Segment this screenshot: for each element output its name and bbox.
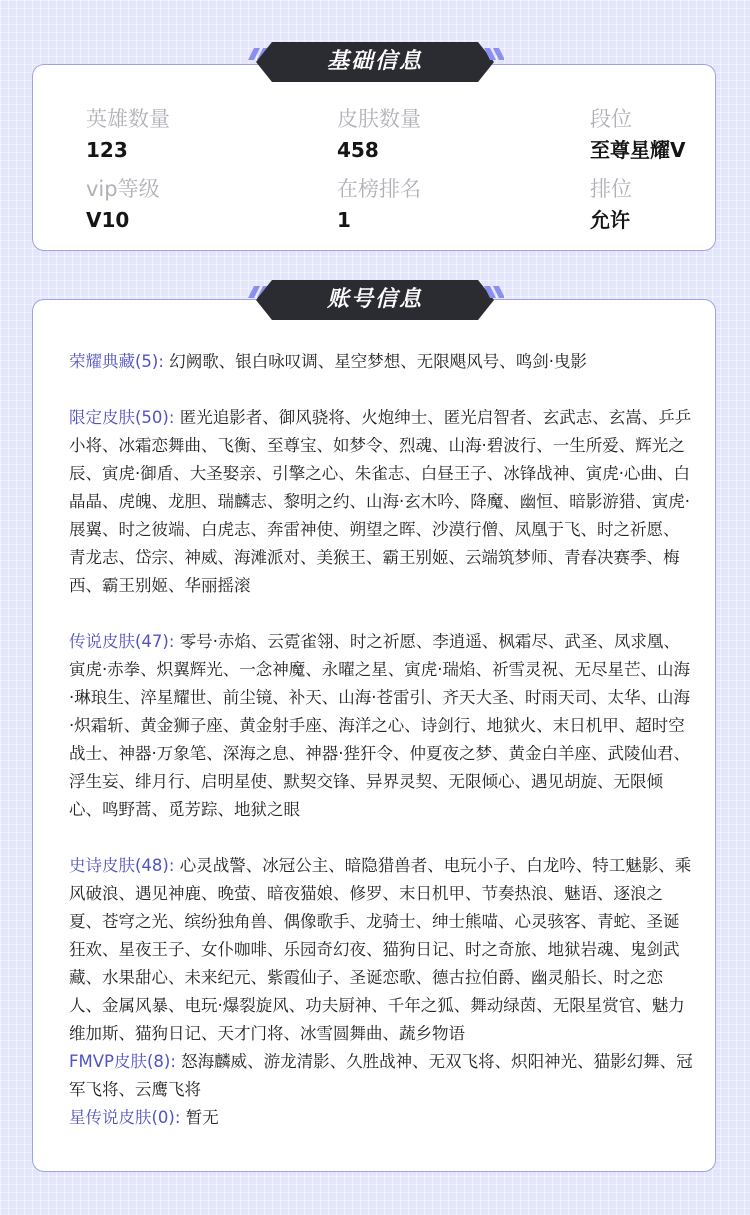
category-label: 限定皮肤(50): [69,408,175,427]
basic-info-card [32,64,716,251]
stat-value: 允许 [590,208,630,232]
section-title: 账号信息 [326,287,423,312]
category-legend-skins [69,628,695,824]
category-items: 暂无 [185,1108,219,1127]
basic-info-banner [246,38,504,86]
category-star-legend-skins [69,1104,695,1132]
stat-vip-level [86,176,160,233]
stat-value: 123 [86,138,128,162]
category-label: 星传说皮肤(0): [69,1108,181,1127]
stat-label: 英雄数量 [86,107,170,131]
stat-value: 458 [337,138,379,162]
category-label: 史诗皮肤(48): [69,856,175,875]
category-items: 匿光追影者、御风骁将、火炮绅士、匿光启智者、玄武志、玄嵩、乒乒小将、冰霜恋舞曲、飞衡、至尊宝、如梦令、烈魂、山海·碧波行、一生所爱、辉光之辰、寅虎·御盾、大圣娶亲、引擎之心、朱雀志、白昼王子、冰锋战神、寅虎·心曲、白晶晶、虎魄、龙胆、瑞麟志、黎明之约、山海·玄木吟、降魔、幽恒、暗影游猎、寅虎·展翼、时之彼端、白虎志、奔雷神使、朔望之晖、沙漠行僧、凤凰于飞、时之祈愿、青龙志、岱宗、神威、海滩派对、美猴王、霸王别姬、云端筑梦师、青春决赛季、梅西、霸王别姬、华丽摇滚 [69,408,692,595]
category-fmvp-skins [69,1048,695,1104]
stat-ranked-allowed [590,176,632,233]
stat-value: V10 [86,208,130,232]
stat-value: 1 [337,208,351,232]
stat-hero-count [86,106,170,163]
stat-label: 排位 [590,177,632,201]
account-info-banner [246,276,504,324]
category-honor-collection [69,348,695,376]
stat-skin-count [337,106,421,163]
category-epic-skins [69,852,695,1048]
skin-category-list [69,348,695,1132]
category-items: 零号·赤焰、云霓雀翎、时之祈愿、李逍遥、枫霜尽、武圣、凤求凰、寅虎·赤拳、炽翼辉光、一念神魔、永曜之星、寅虎·瑞焰、祈雪灵祝、无尽星芒、山海·琳琅生、淬星耀世、前尘镜、补天、山海·苍雷引、齐天大圣、时雨天司、太华、山海·炽霜斩、黄金狮子座、黄金射手座、海洋之心、诗剑行、地狱火、末日机甲、超时空战士、神器·万象笔、深海之息、神器·狴犴令、仲夏夜之梦、黄金白羊座、武陵仙君、浮生妄、绯月行、启明星使、默契交锋、异界灵契、无限倾心、遇见胡旋、无限倾心、鸣野蒿、觅芳踪、地狱之眼 [69,632,690,819]
category-items: 怒海麟威、游龙清影、久胜战神、无双飞将、炽阳神光、猫影幻舞、冠军飞将、云鹰飞将 [69,1052,693,1099]
stat-label: vip等级 [86,177,160,201]
stat-leaderboard-rank [337,176,421,233]
category-label: FMVP皮肤(8): [69,1052,176,1071]
stat-label: 段位 [590,107,632,131]
category-label: 传说皮肤(47): [69,632,175,651]
stat-rank-tier [590,106,685,163]
category-limited-skins [69,404,695,600]
section-title: 基础信息 [326,49,423,74]
category-items: 心灵战警、冰冠公主、暗隐猎兽者、电玩小子、白龙吟、特工魅影、乘风破浪、遇见神鹿、晚萤、暗夜猫娘、修罗、末日机甲、节奏热浪、魅语、逐浪之夏、苍穹之光、缤纷独角兽、偶像歌手、龙骑士、绅士熊喵、心灵骇客、青蛇、圣诞狂欢、星夜王子、女仆咖啡、乐园奇幻夜、猫狗日记、时之奇旅、地狱岩魂、鬼剑武藏、水果甜心、未来纪元、紫霞仙子、圣诞恋歌、德古拉伯爵、幽灵船长、时之恋人、金属风暴、电玩·爆裂旋风、功夫厨神、千年之狐、舞动绿茵、无限星赏官、魅力维加斯、猫狗日记、天才门将、冰雪圆舞曲、蔬乡物语 [69,856,692,1043]
stat-value: 至尊星耀V [590,138,686,162]
stat-label: 在榜排名 [337,177,421,201]
account-info-card [32,299,716,1172]
stat-label: 皮肤数量 [337,107,421,131]
category-items: 幻阙歌、银白咏叹调、星空梦想、无限飓风号、鸣剑·曳影 [169,352,587,371]
category-label: 荣耀典藏(5): [69,352,164,371]
